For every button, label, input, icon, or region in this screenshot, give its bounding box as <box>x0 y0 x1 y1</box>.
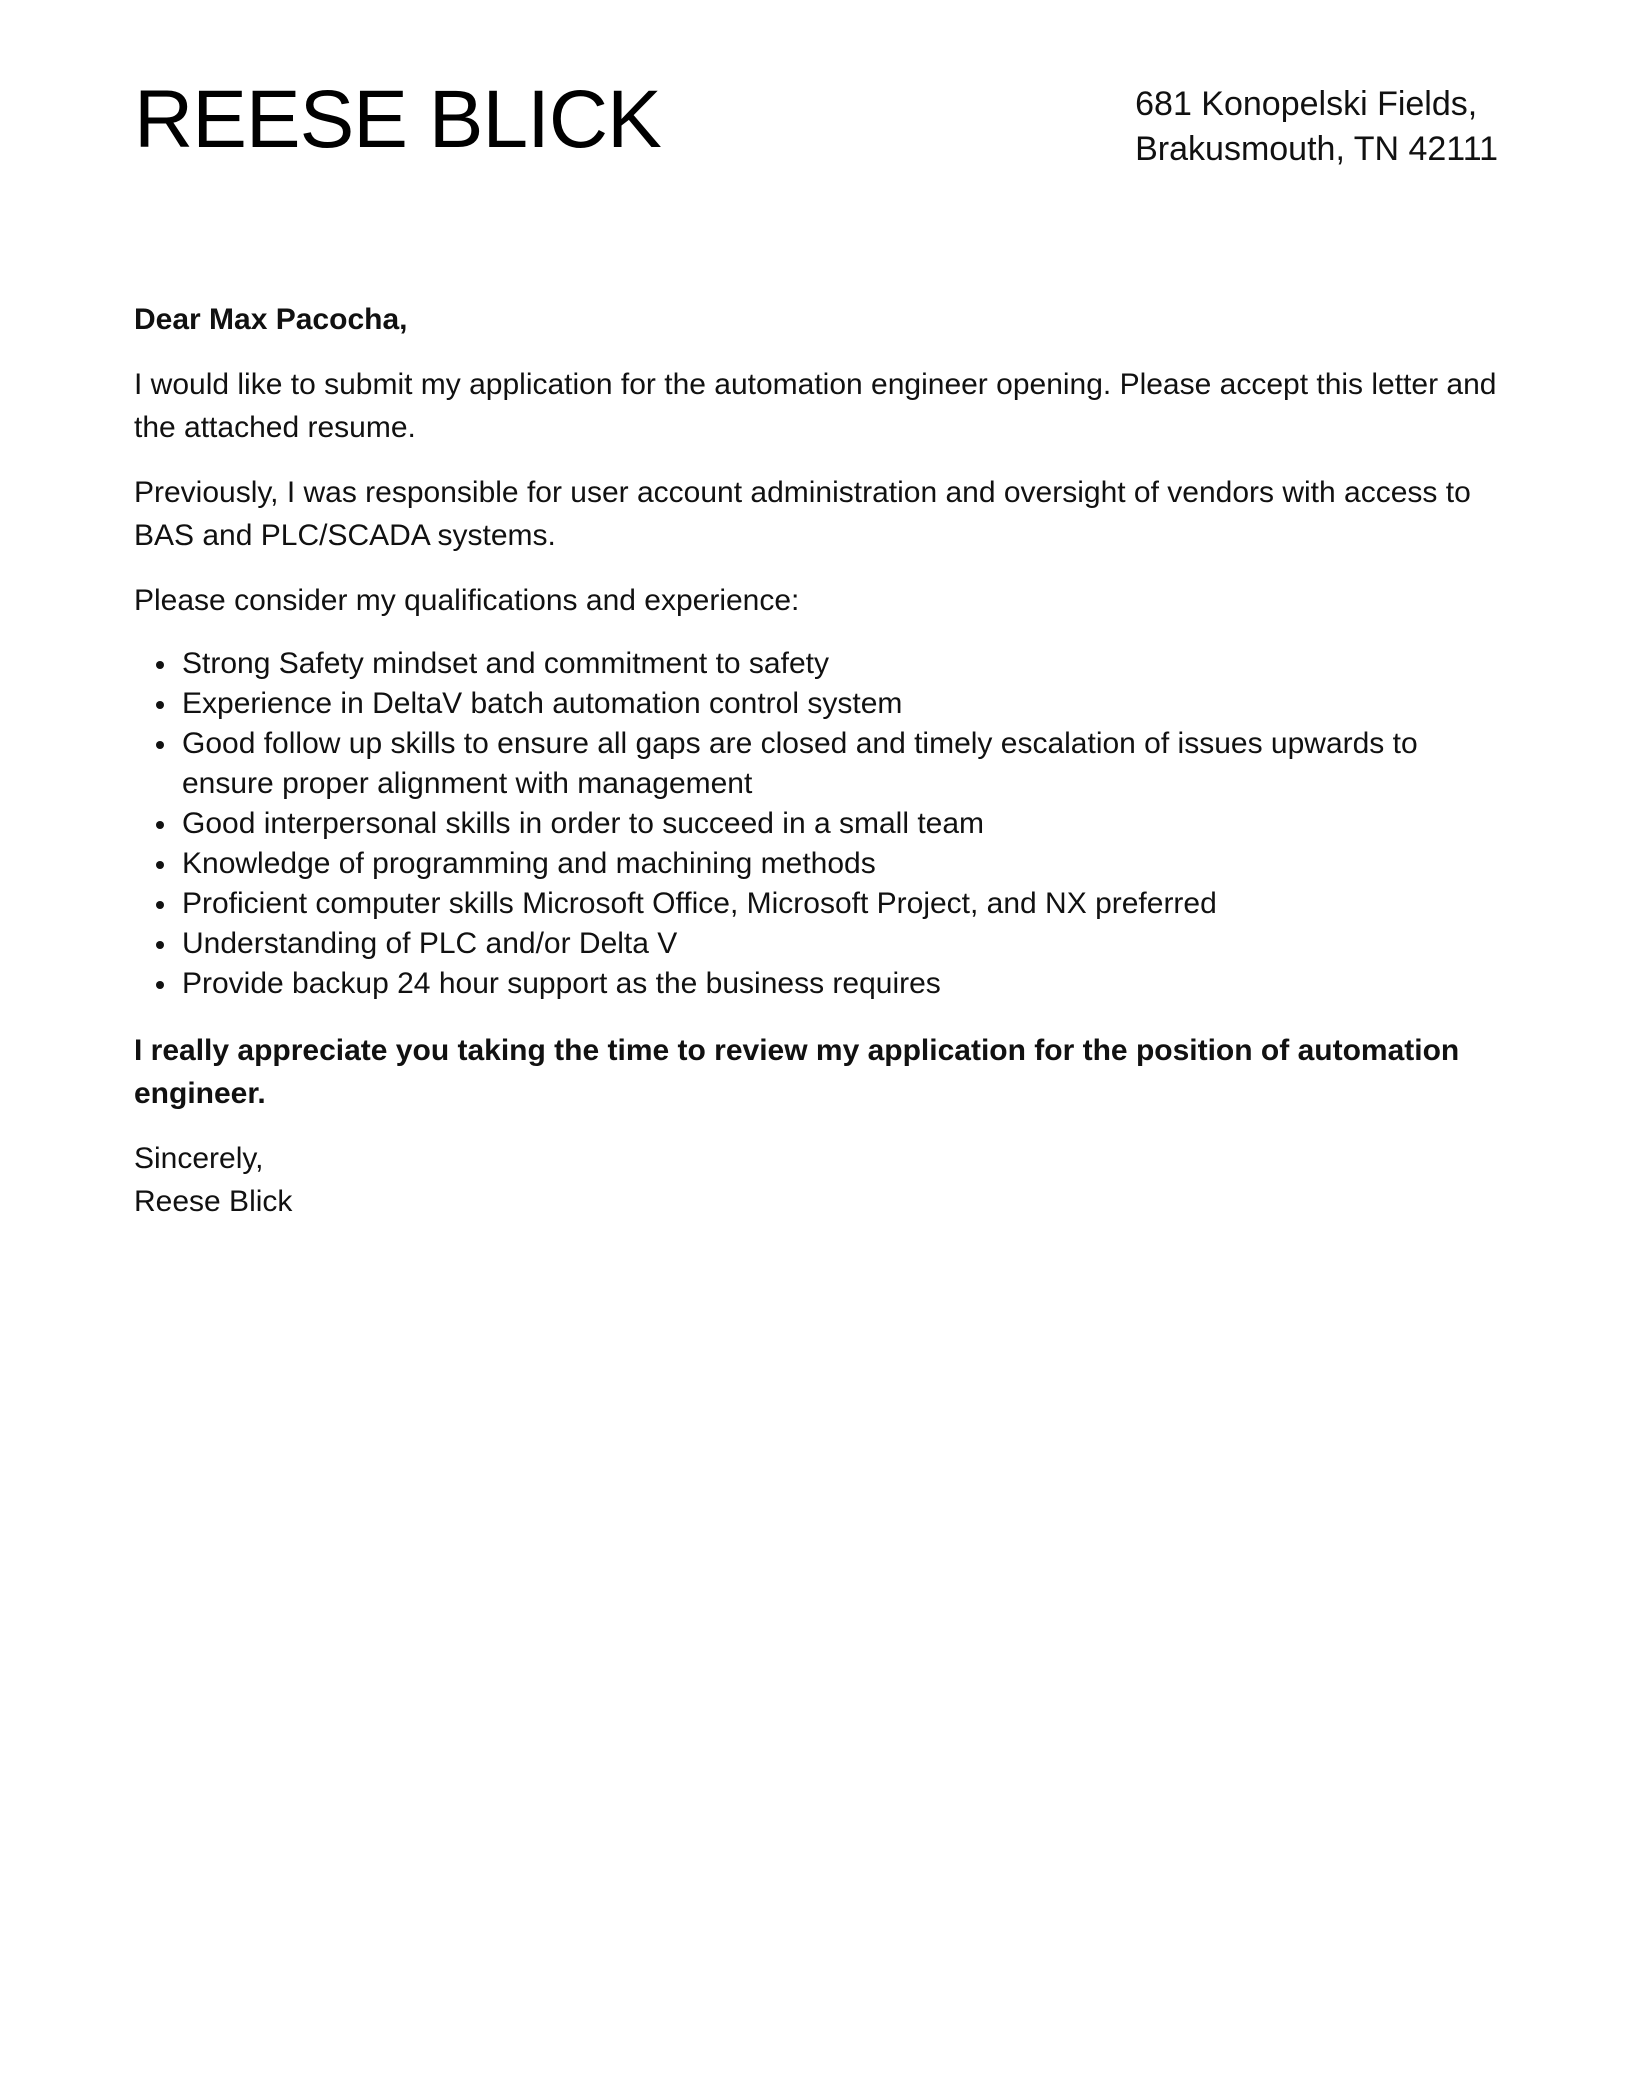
experience-paragraph: Previously, I was responsible for user account administration and oversight of vendors with access to BAS and PLC/SCADA systems. <box>134 476 1471 552</box>
list-item: Proficient computer skills Microsoft Office, Microsoft Project, and NX preferred <box>134 884 1498 924</box>
list-item: Understanding of PLC and/or Delta V <box>134 924 1498 964</box>
list-item: Provide backup 24 hour support as the business requires <box>134 964 1498 1004</box>
letter-body <box>134 298 1498 1223</box>
salutation: Dear Max Pacocha, <box>134 303 408 336</box>
address-line-1: 681 Konopelski Fields, <box>1135 85 1478 123</box>
qualifications-list <box>134 644 1498 1004</box>
list-item: Strong Safety mindset and commitment to safety <box>134 644 1498 684</box>
signoff: Sincerely, <box>134 1142 264 1175</box>
address-line-2: Brakusmouth, TN 42111 <box>1135 130 1498 168</box>
intro-paragraph: I would like to submit my application for the automation engineer opening. Please accept this letter and the attached resume. <box>134 368 1497 444</box>
signoff-block <box>134 1137 1498 1223</box>
applicant-address <box>1135 82 1498 172</box>
signature-name: Reese Blick <box>134 1185 293 1218</box>
list-item: Good follow up skills to ensure all gaps are closed and timely escalation of issues upwards to ensure proper alignment with management <box>134 724 1498 804</box>
applicant-name: REESE BLICK <box>134 74 661 165</box>
closing-paragraph: I really appreciate you taking the time to review my application for the position of automation engineer. <box>134 1034 1460 1110</box>
list-item: Knowledge of programming and machining methods <box>134 844 1498 884</box>
qualifications-intro: Please consider my qualifications and experience: <box>134 584 800 617</box>
list-item: Experience in DeltaV batch automation control system <box>134 684 1498 724</box>
list-item: Good interpersonal skills in order to succeed in a small team <box>134 804 1498 844</box>
letter-header <box>134 72 1498 192</box>
